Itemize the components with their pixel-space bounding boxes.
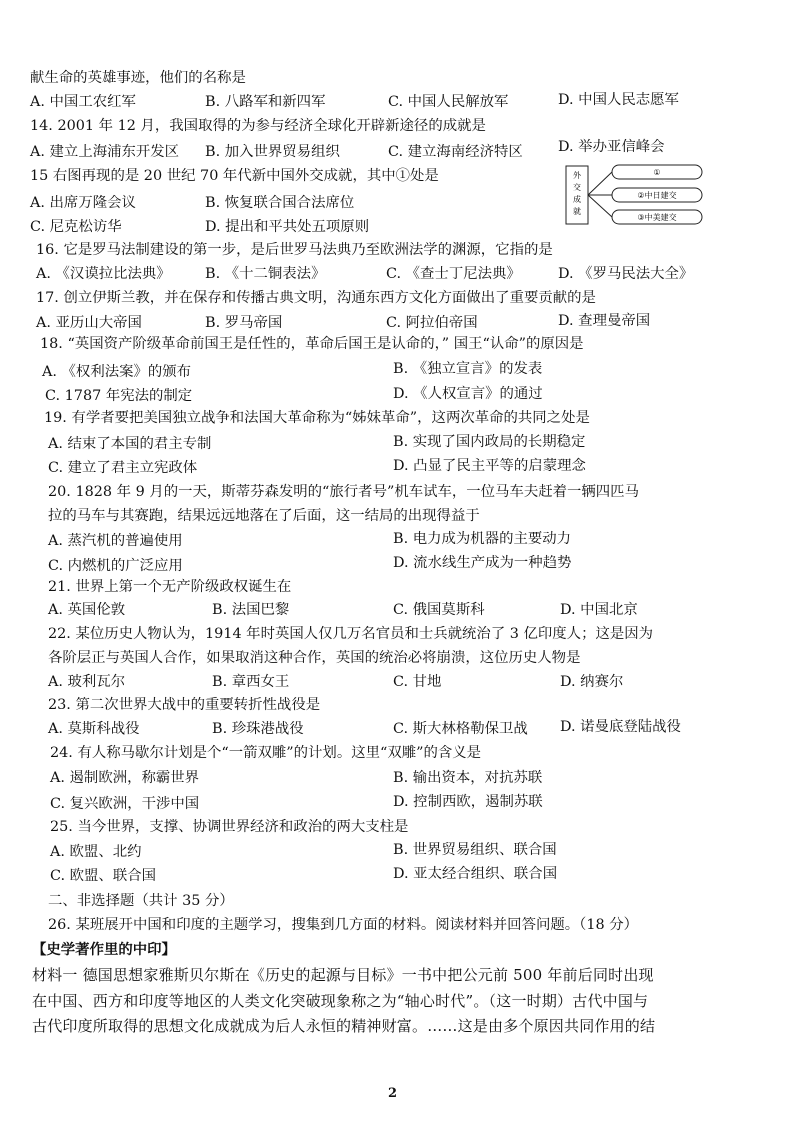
- question-stem: 24. 有人称马歇尔计划是个“一箭双雕”的计划。这里“双雕”的含义是: [50, 745, 482, 761]
- option-a: A. 遏制欧洲，称霸世界: [50, 770, 200, 786]
- option-a: A. 《汉谟拉比法典》: [36, 266, 171, 282]
- question-stem: 20. 1828 年 9 月的一天，斯蒂芬森发明的“旅行者号”机车试车，一位马车夫赶着一辆四匹马: [48, 484, 639, 500]
- option-d: D. 控制西欧，遏制苏联: [393, 794, 543, 810]
- material-subheading: 【史学著作里的中印】: [32, 941, 176, 958]
- question-stem: 25. 当今世界，支撑、协调世界经济和政治的两大支柱是: [50, 819, 409, 835]
- option-a: A. 《权利法案》的颁布: [42, 364, 192, 380]
- question-stem: 22. 某位历史人物认为，1914 年时英国人仅几万名官员和士兵就统治了 3 亿印度人；这是因为: [48, 626, 654, 642]
- option-a: A. 蒸汽机的普遍使用: [48, 533, 183, 549]
- option-c: C. 尼克松访华: [30, 219, 122, 235]
- option-b: B. 法国巴黎: [212, 602, 290, 618]
- question-stem: 献生命的英雄事迹，他们的名称是: [30, 70, 246, 86]
- question-stem: 19. 有学者要把美国独立战争和法国大革命称为“姊妹革命”，这两次革命的共同之处是: [44, 410, 590, 426]
- option-d: D. 查理曼帝国: [558, 313, 651, 329]
- section-heading: 二、非选择题（共计 35 分）: [48, 893, 234, 909]
- option-a: A. 玻利瓦尔: [48, 674, 126, 690]
- option-c: C. 中国人民解放军: [388, 94, 509, 110]
- material-line: 古代印度所取得的思想文化成就成为后人永恒的精神财富。……这是由多个原因共同作用的结: [32, 1017, 656, 1035]
- option-b: B. 《独立宣言》的发表: [393, 361, 543, 377]
- option-c: C. 建立海南经济特区: [388, 144, 523, 160]
- option-a: A. 亚历山大帝国: [36, 315, 142, 331]
- center-label-3: 成: [573, 195, 581, 204]
- question-stem: 23. 第二次世界大战中的重要转折性战役是: [48, 697, 321, 713]
- option-d: D. 提出和平共处五项原则: [205, 219, 370, 235]
- option-b: B. 八路军和新四军: [205, 94, 326, 110]
- question-stem: 16. 它是罗马法制建设的第一步，是后世罗马法典乃至欧洲法学的渊源，它指的是: [36, 242, 553, 258]
- option-a: A. 出席万隆会议: [30, 195, 136, 211]
- option-d: D. 纳赛尔: [560, 674, 624, 690]
- option-c: C. 建立了君主立宪政体: [48, 460, 198, 476]
- option-c: C. 斯大林格勒保卫战: [393, 721, 528, 737]
- option-d: D. 诺曼底登陆战役: [560, 719, 681, 735]
- diagram-box-1-label: ①: [653, 168, 661, 177]
- option-a: A. 中国工农红军: [30, 94, 136, 110]
- option-d: D. 中国人民志愿军: [558, 92, 679, 108]
- option-d: D. 《罗马民法大全》: [558, 266, 694, 282]
- option-c: C. 复兴欧洲，干涉中国: [50, 796, 200, 812]
- option-d: D. 亚太经合组织、联合国: [393, 866, 558, 882]
- option-d: D. 中国北京: [560, 602, 638, 618]
- option-d: D. 举办亚信峰会: [558, 139, 665, 155]
- option-c: C. 《查士丁尼法典》: [386, 266, 521, 282]
- option-c: C. 1787 年宪法的制定: [45, 388, 193, 404]
- diagram-box-3-label: ③中美建交: [637, 213, 677, 222]
- option-b: B. 输出资本，对抗苏联: [393, 770, 543, 786]
- diplomacy-diagram: [562, 162, 708, 228]
- center-label-1: 外: [573, 171, 581, 180]
- material-line: 材料一 德国思想家雅斯贝尔斯在《历史的起源与目标》一书中把公元前 500 年前后同时出现: [32, 966, 654, 984]
- option-a: A. 建立上海浦东开发区: [30, 144, 180, 160]
- option-c: C. 甘地: [393, 674, 442, 690]
- option-b: B. 章西女王: [212, 674, 290, 690]
- option-d: D. 《人权宣言》的通过: [393, 386, 543, 402]
- question-stem-cont: 拉的马车与其赛跑，结果远远地落在了后面，这一结局的出现得益于: [48, 508, 480, 524]
- question-stem: 21. 世界上第一个无产阶级政权诞生在: [48, 579, 292, 595]
- center-label-4: 就: [573, 207, 581, 216]
- option-a: A. 莫斯科战役: [48, 721, 140, 737]
- question-stem: 14. 2001 年 12 月，我国取得的为参与经济全球化开辟新途径的成就是: [30, 118, 486, 134]
- question-stem-cont: 各阶层正与英国人合作，如果取消这种合作，英国的统治必将崩溃，这位历史人物是: [48, 650, 581, 666]
- option-b: B. 恢复联合国合法席位: [205, 195, 355, 211]
- option-a: A. 结束了本国的君主专制: [48, 436, 212, 452]
- option-b: B. 珍珠港战役: [212, 721, 304, 737]
- question-stem: 26. 某班展开中国和印度的主题学习，搜集到几方面的材料。阅读材料并回答问题。（18 分）: [48, 917, 638, 933]
- option-d: D. 凸显了民主平等的启蒙理念: [393, 458, 586, 474]
- option-c: C. 俄国莫斯科: [393, 602, 485, 618]
- option-b: B. 罗马帝国: [205, 315, 283, 331]
- option-b: B. 《十二铜表法》: [205, 266, 326, 282]
- question-stem: 18. “英国资产阶级革命前国王是任性的，革命后国王是认命的，” 国王“认命”的原因是: [40, 336, 584, 352]
- connector-line: [588, 172, 612, 195]
- option-b: B. 实现了国内政局的长期稳定: [393, 434, 586, 450]
- option-a: A. 欧盟、北约: [50, 844, 142, 860]
- option-c: C. 内燃机的广泛应用: [48, 558, 183, 574]
- option-b: B. 世界贸易组织、联合国: [393, 842, 557, 858]
- option-b: B. 加入世界贸易组织: [205, 144, 340, 160]
- option-d: D. 流水线生产成为一种趋势: [393, 555, 572, 571]
- option-a: A. 英国伦敦: [48, 602, 126, 618]
- question-stem: 15 右图再现的是 20 世纪 70 年代新中国外交成就，其中①处是: [30, 168, 439, 184]
- question-stem: 17. 创立伊斯兰教，并在保存和传播古典文明，沟通东西方文化方面做出了重要贡献的是: [36, 290, 596, 306]
- center-label-2: 交: [573, 183, 581, 192]
- option-c: C. 阿拉伯帝国: [386, 315, 478, 331]
- diagram-box-2-label: ②中日建交: [637, 191, 677, 200]
- connector-line: [588, 195, 612, 217]
- material-line: 在中国、西方和印度等地区的人类文化突破现象称之为“轴心时代”。（这一时期）古代中国与: [32, 992, 649, 1010]
- option-c: C. 欧盟、联合国: [50, 868, 156, 884]
- option-b: B. 电力成为机器的主要动力: [393, 531, 572, 547]
- page-number: 2: [388, 1086, 398, 1101]
